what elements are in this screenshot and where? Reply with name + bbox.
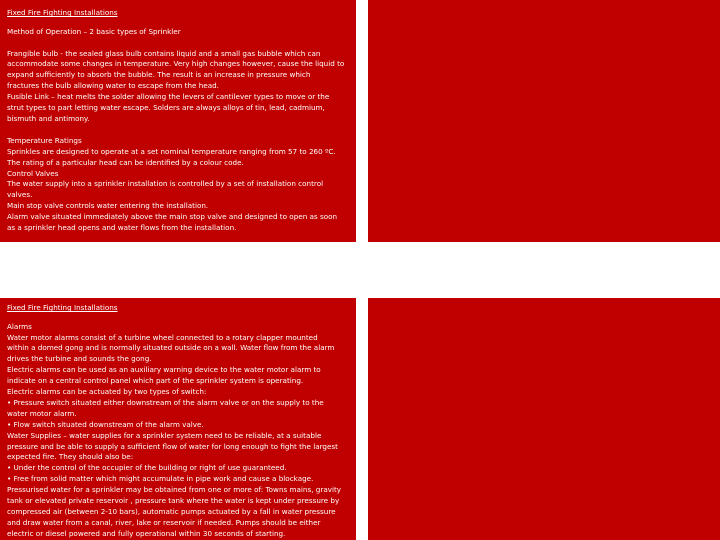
slide-right-panel [368,298,720,540]
text-line: • Under the control of the occupier of the building or right of use guaranteed. [7,463,287,473]
divider [356,0,368,242]
paragraph-gap [7,38,349,49]
text-line: bismuth and antimony. [7,113,90,123]
slide-sprinkler-operation [0,0,356,242]
text-line: compressed air (between 2-10 bars), automatic pumps actuated by a fall in water pressure [7,507,336,516]
text-line: Alarm valve situated immediately above the main stop valve and designed to open as soon [7,212,338,222]
text-line: Fusible Link – heat melts the solder allowing the levers of cantilever types to move or the [7,92,330,102]
text-line: indicate on a central control panel which part of the sprinkler system is operating. [7,376,304,386]
text-line: within a domed gong and is normally situated outside on a wall. Water flow from the alarm [7,343,335,353]
text-line: Frangible bulb - the sealed glass bulb contains liquid and a small gas bubble which can [7,48,321,58]
text-line: • Flow switch situated downstream of the alarm valve. [7,419,204,429]
text-line: Sprinkles are designed to operate at a set nominal temperature ranging from 57 to 260 ºC. [7,146,336,156]
slide-title: Fixed Fire Fighting Installations [7,303,118,312]
text-line: Pressurised water for a sprinkler may be obtained from one or more of: Towns mains, gravity [7,485,342,495]
text-line: fractures the bulb allowing water to escape from the head. [7,81,219,91]
text-line: pressure and be able to supply a sufficient flow of water for long enough to fight the largest [7,441,338,451]
slide-title: Fixed Fire Fighting Installations [7,8,118,17]
text-line: valves. [7,190,33,200]
slide-body [7,27,349,234]
text-line: • Free from solid matter which might accumulate in pipe work and cause a blockage. [7,474,314,484]
text-line: The water supply into a sprinkler installation is controlled by a set of installation control [7,179,324,189]
text-line: Water motor alarms consist of a turbine wheel connected to a rotary clapper mounted [7,332,318,342]
text-line: electric or diesel powered and fully operational within 30 seconds of starting. [7,528,286,538]
slide-alarms-water-supplies [0,298,356,540]
text-line: water motor alarm. [7,408,77,418]
text-line: Method of Operation – 2 basic types of Sprinkler [7,26,181,36]
text-line: Temperature Ratings [7,135,82,145]
text-line: • Pressure switch situated either downstream of the alarm valve or on the supply to the [7,397,324,407]
text-line: Water Supplies – water supplies for a sprinkler system need to be reliable, at a suitable [7,430,322,440]
text-line: and draw water from a canal, river, lake or reservoir if needed. Pumps should be either [7,517,321,527]
text-line: Alarms [7,321,32,331]
slide-body [7,322,349,540]
slide-right-panel [368,0,720,242]
text-line: tank or elevated private reservoir , pressure tank where the water is kept under pressure by [7,496,340,506]
text-line: Main stop valve controls water entering the installation. [7,201,209,211]
text-line: Control Valves [7,168,59,178]
text-line: Electric alarms can be used as an auxiliary warning device to the water motor alarm to [7,365,321,375]
text-line: The rating of a particular head can be identified by a colour code. [7,157,244,167]
text-line: Electric alarms can be actuated by two types of switch: [7,387,207,397]
text-line: expand sufficiently to absorb the bubble. The result is an increase in pressure which [7,70,311,80]
text-line: strut types to part letting water escape. Solders are always alloys of tin, lead, cadmium, [7,103,325,113]
text-line: expected fire. They should also be: [7,452,134,462]
divider [356,298,368,540]
text-line: as a sprinkler head opens and water flows from the installation. [7,223,237,233]
text-line: accommodate some changes in temperature. Very high changes however, cause the liquid to [7,59,345,69]
text-line: drives the turbine and sounds the gong. [7,354,152,364]
paragraph-gap [7,125,349,136]
